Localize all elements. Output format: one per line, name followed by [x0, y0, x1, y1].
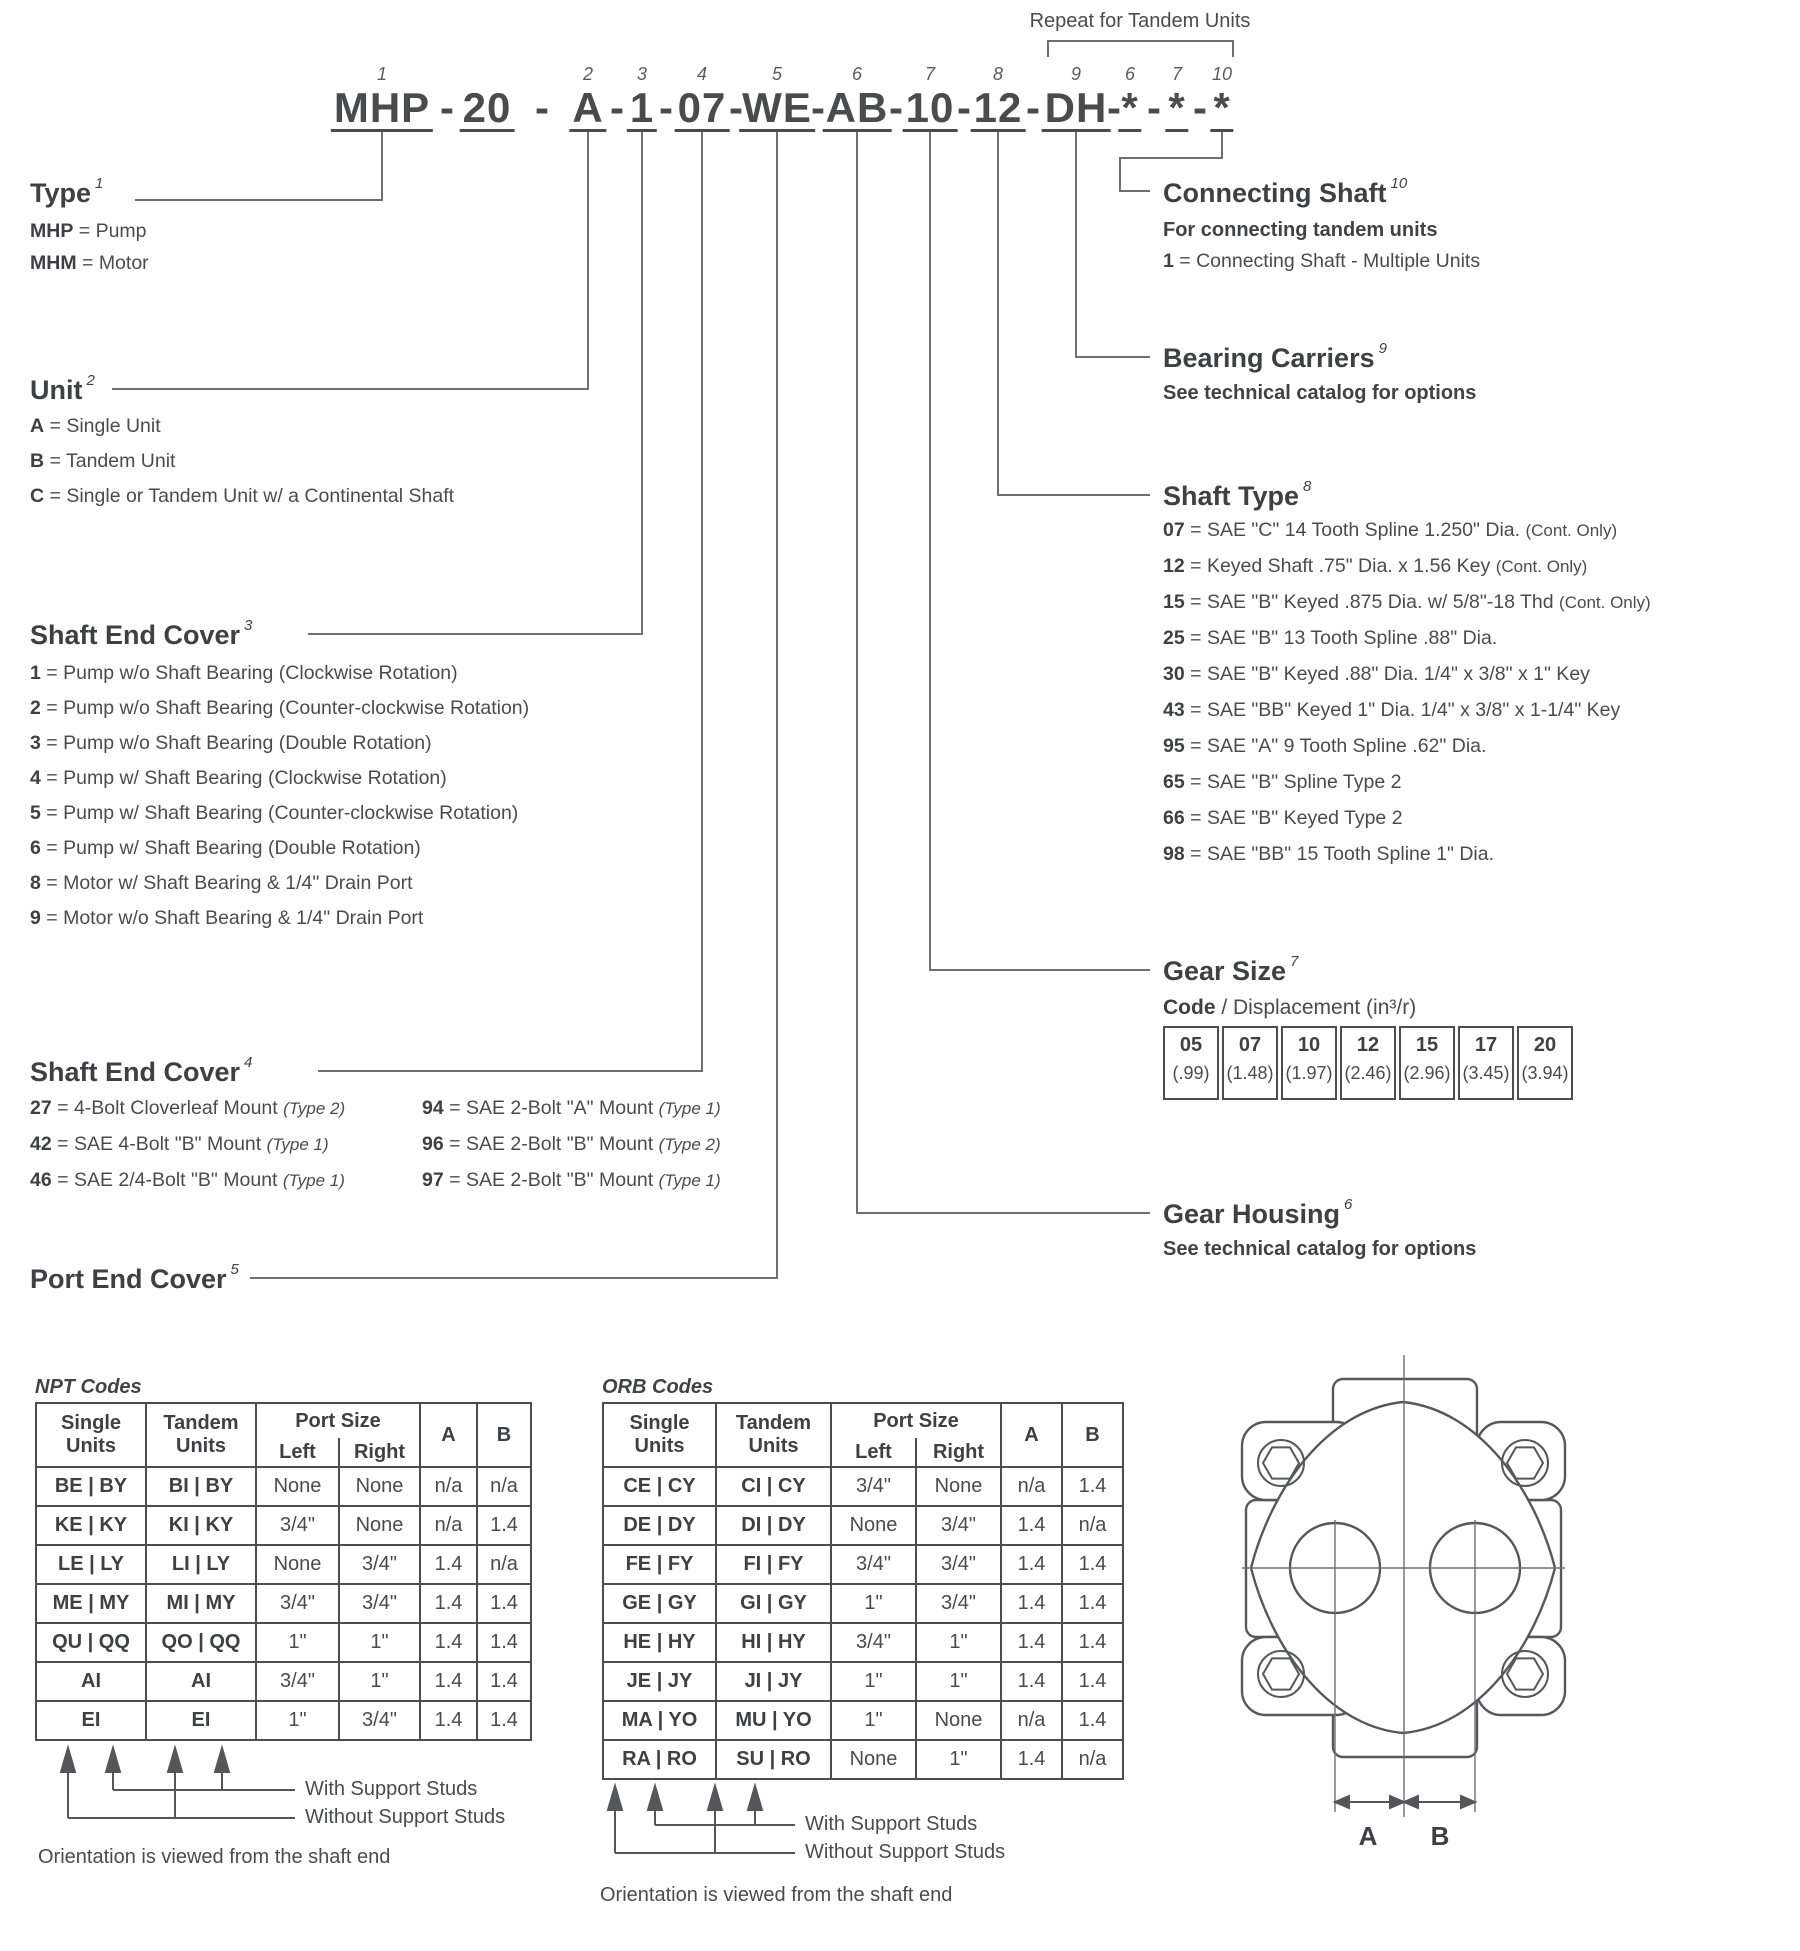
section-bearing-carriers-header: Bearing Carriers $^9$: [1163, 340, 1387, 373]
code-dash: -: [535, 84, 549, 131]
code-dash: -: [1026, 84, 1040, 131]
segment-value: *: [1118, 88, 1141, 132]
model-code-segment: [739, 62, 815, 132]
segment-number: 4: [696, 64, 707, 84]
model-code-segment: [627, 62, 657, 132]
segment-number: 5: [771, 64, 782, 84]
orb-with-studs-label: With Support Studs: [805, 1813, 978, 1835]
shaft-type-item: 43 = SAE "BB" Keyed 1" Dia. 1/4" x 3/8" x 1-1/4" Key: [1163, 699, 1621, 721]
segment-number: 9: [1070, 64, 1082, 84]
segment-number: 6: [851, 64, 863, 84]
npt-row: BE | BY BI | BY None None n/a n/a: [36, 1467, 531, 1506]
col-a: A: [420, 1403, 477, 1467]
segment-number: 8: [992, 64, 1003, 84]
npt-table: [35, 1402, 532, 1741]
segment-value: A: [569, 88, 606, 132]
segment-value: MHP: [331, 88, 433, 132]
model-code-segment: [1118, 62, 1141, 132]
section-shaft-end-cover-4-header: Shaft End Cover $^4$: [30, 1054, 253, 1087]
section-shaft-type-header: Shaft Type $^8$: [1163, 478, 1312, 511]
code-dash: -: [659, 84, 673, 131]
npt-row: EI EI 1" 3/4" 1.4 1.4: [36, 1701, 531, 1740]
type-item: MHP = Pump: [30, 220, 147, 242]
code-dash: -: [1107, 84, 1121, 131]
unit-item: A = Single Unit: [30, 415, 161, 437]
segment-value: WE: [739, 88, 815, 132]
tandem-bracket: [1048, 41, 1233, 57]
shaft-end-cover-4-item: 94 = SAE 2-Bolt "A" Mount (Type 1): [422, 1097, 721, 1119]
npt-row: QU | QQ QO | QQ 1" 1" 1.4 1.4: [36, 1623, 531, 1662]
orb-row: MA | YO MU | YO 1" None n/a 1.4: [603, 1701, 1123, 1740]
npt-with-studs-label: With Support Studs: [305, 1778, 478, 1800]
col-left: Left: [831, 1438, 916, 1467]
shaft-end-cover-3-item: 1 = Pump w/o Shaft Bearing (Clockwise Rotation): [30, 662, 458, 684]
npt-row: ME | MY MI | MY 3/4" 3/4" 1.4 1.4: [36, 1584, 531, 1623]
col-left: Left: [256, 1438, 339, 1467]
code-dash: -: [811, 84, 825, 131]
unit-item: C = Single or Tandem Unit w/ a Continental Shaft: [30, 485, 455, 507]
segment-value: *: [1210, 88, 1233, 132]
model-code-segment: [903, 62, 958, 132]
section-port-end-cover-header: Port End Cover $^5$: [30, 1261, 239, 1294]
leader-gear-housing: [857, 130, 1150, 1213]
orb-without-studs-label: Without Support Studs: [805, 1841, 1006, 1863]
code-dash: -: [440, 84, 454, 131]
gear-size-cell: 05 (.99): [1163, 1026, 1219, 1100]
segment-value: *: [1165, 88, 1188, 132]
connecting-shaft-items: [1163, 251, 1480, 271]
code-dash: -: [729, 84, 743, 131]
segment-number: 6: [1124, 64, 1136, 84]
dimension-lines: [1335, 1796, 1475, 1808]
col-right: Right: [916, 1438, 1001, 1467]
segment-number: 10: [1211, 64, 1233, 84]
npt-row: LE | LY LI | LY None 3/4" 1.4 n/a: [36, 1545, 531, 1584]
section-connecting-shaft-header: Connecting Shaft $^{10}$: [1163, 175, 1408, 208]
leader-shaft-type: [998, 130, 1150, 495]
col-b: B: [477, 1403, 531, 1467]
segment-number: 1: [376, 64, 387, 84]
leader-unit: [112, 130, 588, 389]
orb-orientation-note: Orientation is viewed from the shaft end: [600, 1884, 953, 1906]
section-gear-size-header: Gear Size $^7$: [1163, 953, 1299, 986]
shaft-end-cover-3-items: [30, 663, 529, 943]
gear-size-cell: 17 (3.45): [1458, 1026, 1514, 1100]
gear-size-cell: 20 (3.94): [1517, 1026, 1573, 1100]
npt-row: AI AI 3/4" 1" 1.4 1.4: [36, 1662, 531, 1701]
bearing-carriers-note: See technical catalog for options: [1163, 382, 1477, 404]
shaft-type-item: 07 = SAE "C" 14 Tooth Spline 1.250" Dia. (Cont. Only): [1163, 519, 1618, 541]
orb-row: CE | CY CI | CY 3/4" None n/a 1.4: [603, 1467, 1123, 1506]
leader-bearing-carriers: [1076, 130, 1150, 357]
shaft-end-cover-4-item: 42 = SAE 4-Bolt "B" Mount (Type 1): [30, 1133, 329, 1155]
orb-row: JE | JY JI | JY 1" 1" 1.4 1.4: [603, 1662, 1123, 1701]
shaft-type-item: 95 = SAE "A" 9 Tooth Spline .62" Dia.: [1163, 735, 1487, 757]
shaft-end-cover-4-item: 97 = SAE 2-Bolt "B" Mount (Type 1): [422, 1169, 721, 1191]
model-code-segment: [460, 62, 515, 132]
orb-row: GE | GY GI | GY 1" 3/4" 1.4 1.4: [603, 1584, 1123, 1623]
shaft-end-cover-4-item: 27 = 4-Bolt Cloverleaf Mount (Type 2): [30, 1097, 346, 1119]
shaft-end-cover-3-item: 6 = Pump w/ Shaft Bearing (Double Rotation): [30, 837, 421, 859]
code-dash: -: [889, 84, 903, 131]
shaft-end-cover-3-item: 8 = Motor w/ Shaft Bearing & 1/4" Drain Port: [30, 872, 413, 894]
col-tandem-units: Tandem Units: [146, 1403, 256, 1467]
model-code-segment: [823, 62, 892, 132]
section-shaft-end-cover-3-header: Shaft End Cover $^3$: [30, 617, 253, 650]
gear-size-subtitle: Code / Displacement (in³/r): [1163, 996, 1417, 1019]
gear-size-table: [1163, 1026, 1573, 1100]
shaft-type-item: 98 = SAE "BB" 15 Tooth Spline 1" Dia.: [1163, 843, 1495, 865]
shaft-type-item: 25 = SAE "B" 13 Tooth Spline .88" Dia.: [1163, 627, 1498, 649]
segment-number: 7: [1171, 64, 1183, 84]
gear-size-cell: 12 (2.46): [1340, 1026, 1396, 1100]
segment-value: 1: [627, 88, 657, 132]
flange-drawing: [1180, 1330, 1800, 1951]
col-port-size: Port Size: [256, 1403, 420, 1438]
segment-value: 10: [903, 88, 958, 132]
model-code-segment: [1165, 62, 1188, 132]
col-single-units: Single Units: [603, 1403, 716, 1467]
col-tandem-units: Tandem Units: [716, 1403, 831, 1467]
shaft-type-item: 65 = SAE "B" Spline Type 2: [1163, 771, 1402, 793]
leader-gear-size: [930, 130, 1150, 970]
orb-row: RA | RO SU | RO None 1" 1.4 n/a: [603, 1740, 1123, 1779]
gear-housing-note: See technical catalog for options: [1163, 1238, 1477, 1260]
npt-row: KE | KY KI | KY 3/4" None n/a 1.4: [36, 1506, 531, 1545]
shaft-end-cover-4-items: [30, 1098, 792, 1206]
code-dash: -: [1147, 84, 1161, 131]
model-code: [0, 62, 1800, 142]
model-code-segment: [569, 62, 606, 132]
shaft-type-items: [1163, 520, 1651, 880]
col-right: Right: [339, 1438, 420, 1467]
code-dash: -: [1193, 84, 1207, 131]
orb-row: DE | DY DI | DY None 3/4" 1.4 n/a: [603, 1506, 1123, 1545]
orb-table: [602, 1402, 1124, 1780]
model-code-segment: [1210, 62, 1233, 132]
shaft-end-cover-3-item: 4 = Pump w/ Shaft Bearing (Clockwise Rotation): [30, 767, 447, 789]
section-type-header: Type $^1$: [30, 175, 104, 208]
unit-item: B = Tandem Unit: [30, 450, 176, 472]
col-a: A: [1001, 1403, 1062, 1467]
segment-value: DH: [1042, 88, 1111, 132]
code-dash: -: [610, 84, 624, 131]
section-unit-header: Unit $^2$: [30, 372, 95, 405]
section-gear-housing-header: Gear Housing $^6$: [1163, 1196, 1353, 1229]
shaft-end-cover-3-item: 3 = Pump w/o Shaft Bearing (Double Rotation): [30, 732, 432, 754]
shaft-end-cover-3-item: 5 = Pump w/ Shaft Bearing (Counter-clockwise Rotation): [30, 802, 519, 824]
col-single-units: Single Units: [36, 1403, 146, 1467]
model-code-segment: [331, 62, 433, 132]
shaft-type-item: 30 = SAE "B" Keyed .88" Dia. 1/4" x 3/8" x 1" Key: [1163, 663, 1590, 685]
segment-value: 07: [675, 88, 730, 132]
connecting-shaft-subtitle: For connecting tandem units: [1163, 219, 1438, 241]
type-item: MHM = Motor: [30, 252, 149, 274]
col-port-size: Port Size: [831, 1403, 1001, 1438]
segment-value: 20: [460, 88, 515, 132]
gear-size-cell: 07 (1.48): [1222, 1026, 1278, 1100]
shaft-type-item: 15 = SAE "B" Keyed .875 Dia. w/ 5/8"-18 Thd (Cont. Only): [1163, 591, 1651, 613]
shaft-end-cover-3-item: 9 = Motor w/o Shaft Bearing & 1/4" Drain Port: [30, 907, 424, 929]
code-dash: -: [957, 84, 971, 131]
shaft-type-item: 66 = SAE "B" Keyed Type 2: [1163, 807, 1403, 829]
orb-legend-arrows: [608, 1786, 795, 1853]
unit-items: [30, 416, 454, 521]
orb-codes-label: ORB Codes: [602, 1376, 714, 1398]
gear-size-cell: 15 (2.96): [1399, 1026, 1455, 1100]
model-code-segment: [675, 62, 730, 132]
col-b: B: [1062, 1403, 1123, 1467]
shaft-end-cover-4-item: 96 = SAE 2-Bolt "B" Mount (Type 2): [422, 1133, 721, 1155]
npt-orientation-note: Orientation is viewed from the shaft end: [38, 1846, 391, 1868]
shaft-end-cover-3-item: 2 = Pump w/o Shaft Bearing (Counter-clockwise Rotation): [30, 697, 530, 719]
segment-number: 7: [924, 64, 935, 84]
gear-size-cell: 10 (1.97): [1281, 1026, 1337, 1100]
repeat-for-tandem-note: Repeat for Tandem Units: [1029, 10, 1251, 32]
segment-value: 12: [971, 88, 1026, 132]
npt-legend-arrows: [61, 1748, 295, 1818]
npt-codes-label: NPT Codes: [35, 1376, 142, 1398]
orb-row: HE | HY HI | HY 3/4" 1" 1.4 1.4: [603, 1623, 1123, 1662]
type-items: [30, 221, 149, 285]
dim-label-a: A: [1358, 1821, 1378, 1851]
segment-value: AB: [823, 88, 892, 132]
shaft-type-item: 12 = Keyed Shaft .75" Dia. x 1.56 Key (Cont. Only): [1163, 555, 1588, 577]
npt-without-studs-label: Without Support Studs: [305, 1806, 506, 1828]
model-code-segment: [971, 62, 1026, 132]
connecting-shaft-item: 1 = Connecting Shaft - Multiple Units: [1163, 250, 1481, 272]
segment-number: 3: [636, 64, 648, 84]
shaft-end-cover-4-item: 46 = SAE 2/4-Bolt "B" Mount (Type 1): [30, 1169, 345, 1191]
leader-sec3: [308, 130, 642, 634]
orb-row: FE | FY FI | FY 3/4" 3/4" 1.4 1.4: [603, 1545, 1123, 1584]
model-code-segment: [1042, 62, 1111, 132]
dim-label-b: B: [1430, 1821, 1450, 1851]
segment-number: 2: [582, 64, 593, 84]
